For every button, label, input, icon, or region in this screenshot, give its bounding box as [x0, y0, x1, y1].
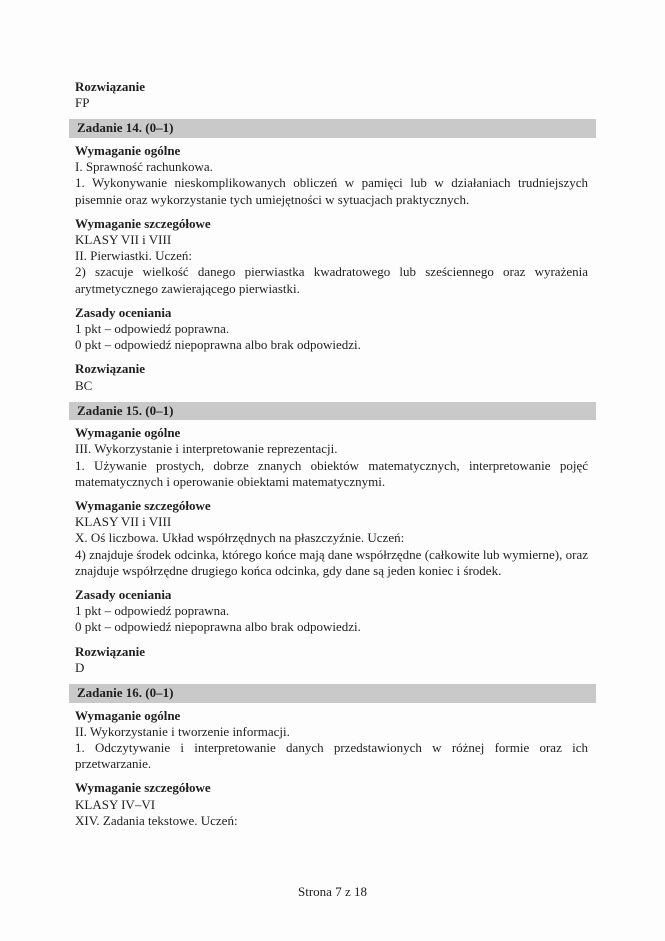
- section-heading: Wymaganie ogólne: [75, 707, 181, 723]
- section-heading: Wymaganie szczegółowe: [75, 498, 211, 514]
- body-line: II. Pierwiastki. Uczeń:: [75, 248, 192, 264]
- body-line: BC: [75, 377, 93, 393]
- paragraph: [75, 425, 588, 490]
- body-line: 4) znajduje środek odcinka, którego końce mają dane współrzędne (całkowite lub wymierne), oraz znajduje współrzędne drugiego końca odcinka, gdy dane są jeden koniec i środek.: [75, 546, 588, 578]
- body-line: X. Oś liczbowa. Układ współrzędnych na płaszczyźnie. Uczeń:: [75, 530, 405, 546]
- section-heading: Wymaganie ogólne: [75, 142, 181, 158]
- body-line: KLASY VII i VIII: [75, 231, 172, 247]
- body-line: FP: [75, 95, 90, 111]
- paragraph: [75, 143, 588, 208]
- body-line: XIV. Zadania tekstowe. Uczeń:: [75, 812, 238, 828]
- paragraph: [75, 361, 588, 393]
- paragraph: [75, 587, 588, 636]
- body-line: 1 pkt – odpowiedź poprawna.: [75, 320, 230, 336]
- paragraph: [75, 79, 588, 111]
- section-heading: Wymaganie szczegółowe: [75, 215, 211, 231]
- body-line: 2) szacuje wielkość danego pierwiastka kwadratowego lub sześciennego oraz wyrażenia arytmetycznego zawierającego pierwiastki.: [75, 264, 588, 296]
- section-heading: Rozwiązanie: [75, 79, 146, 94]
- task-header: Zadanie 16. (0–1): [69, 684, 596, 703]
- document-content: [75, 79, 588, 837]
- body-line: 0 pkt – odpowiedź niepoprawna albo brak odpowiedzi.: [75, 337, 361, 353]
- body-line: 1. Wykonywanie nieskomplikowanych obliczeń w pamięci lub w działaniach trudniejszych pisemnie oraz wykorzystanie tych umiejętności w sytuacjach praktycznych.: [75, 175, 588, 207]
- task-header: Zadanie 15. (0–1): [69, 402, 596, 421]
- section-heading: Zasady oceniania: [75, 304, 172, 320]
- paragraph: [75, 216, 588, 297]
- body-line: KLASY IV–VI: [75, 796, 156, 812]
- paragraph: [75, 305, 588, 354]
- body-line: 1 pkt – odpowiedź poprawna.: [75, 603, 230, 619]
- body-line: I. Sprawność rachunkowa.: [75, 159, 213, 175]
- section-heading: Wymaganie ogólne: [75, 425, 181, 441]
- body-line: 0 pkt – odpowiedź niepoprawna albo brak odpowiedzi.: [75, 619, 361, 635]
- page-number: Strona 7 z 18: [298, 884, 367, 899]
- body-line: 1. Używanie prostych, dobrze znanych obiektów matematycznych, interpretowanie pojęć matematycznych i operowanie obiektami matematycznymi.: [75, 457, 588, 489]
- paragraph: [75, 498, 588, 579]
- body-line: KLASY VII i VIII: [75, 514, 172, 530]
- task-header: Zadanie 14. (0–1): [69, 119, 596, 138]
- body-line: III. Wykorzystanie i interpretowanie reprezentacji.: [75, 441, 338, 457]
- body-line: 1. Odczytywanie i interpretowanie danych przedstawionych w różnej formie oraz ich przetwarzanie.: [75, 740, 588, 772]
- section-heading: Rozwiązanie: [75, 643, 146, 659]
- body-line: D: [75, 659, 85, 675]
- section-heading: Wymaganie szczegółowe: [75, 780, 211, 796]
- body-line: II. Wykorzystanie i tworzenie informacji.: [75, 723, 290, 739]
- paragraph: [75, 708, 588, 773]
- section-heading: Zasady oceniania: [75, 587, 172, 603]
- paragraph: [75, 644, 588, 676]
- paragraph: [75, 780, 588, 829]
- section-heading: Rozwiązanie: [75, 361, 146, 377]
